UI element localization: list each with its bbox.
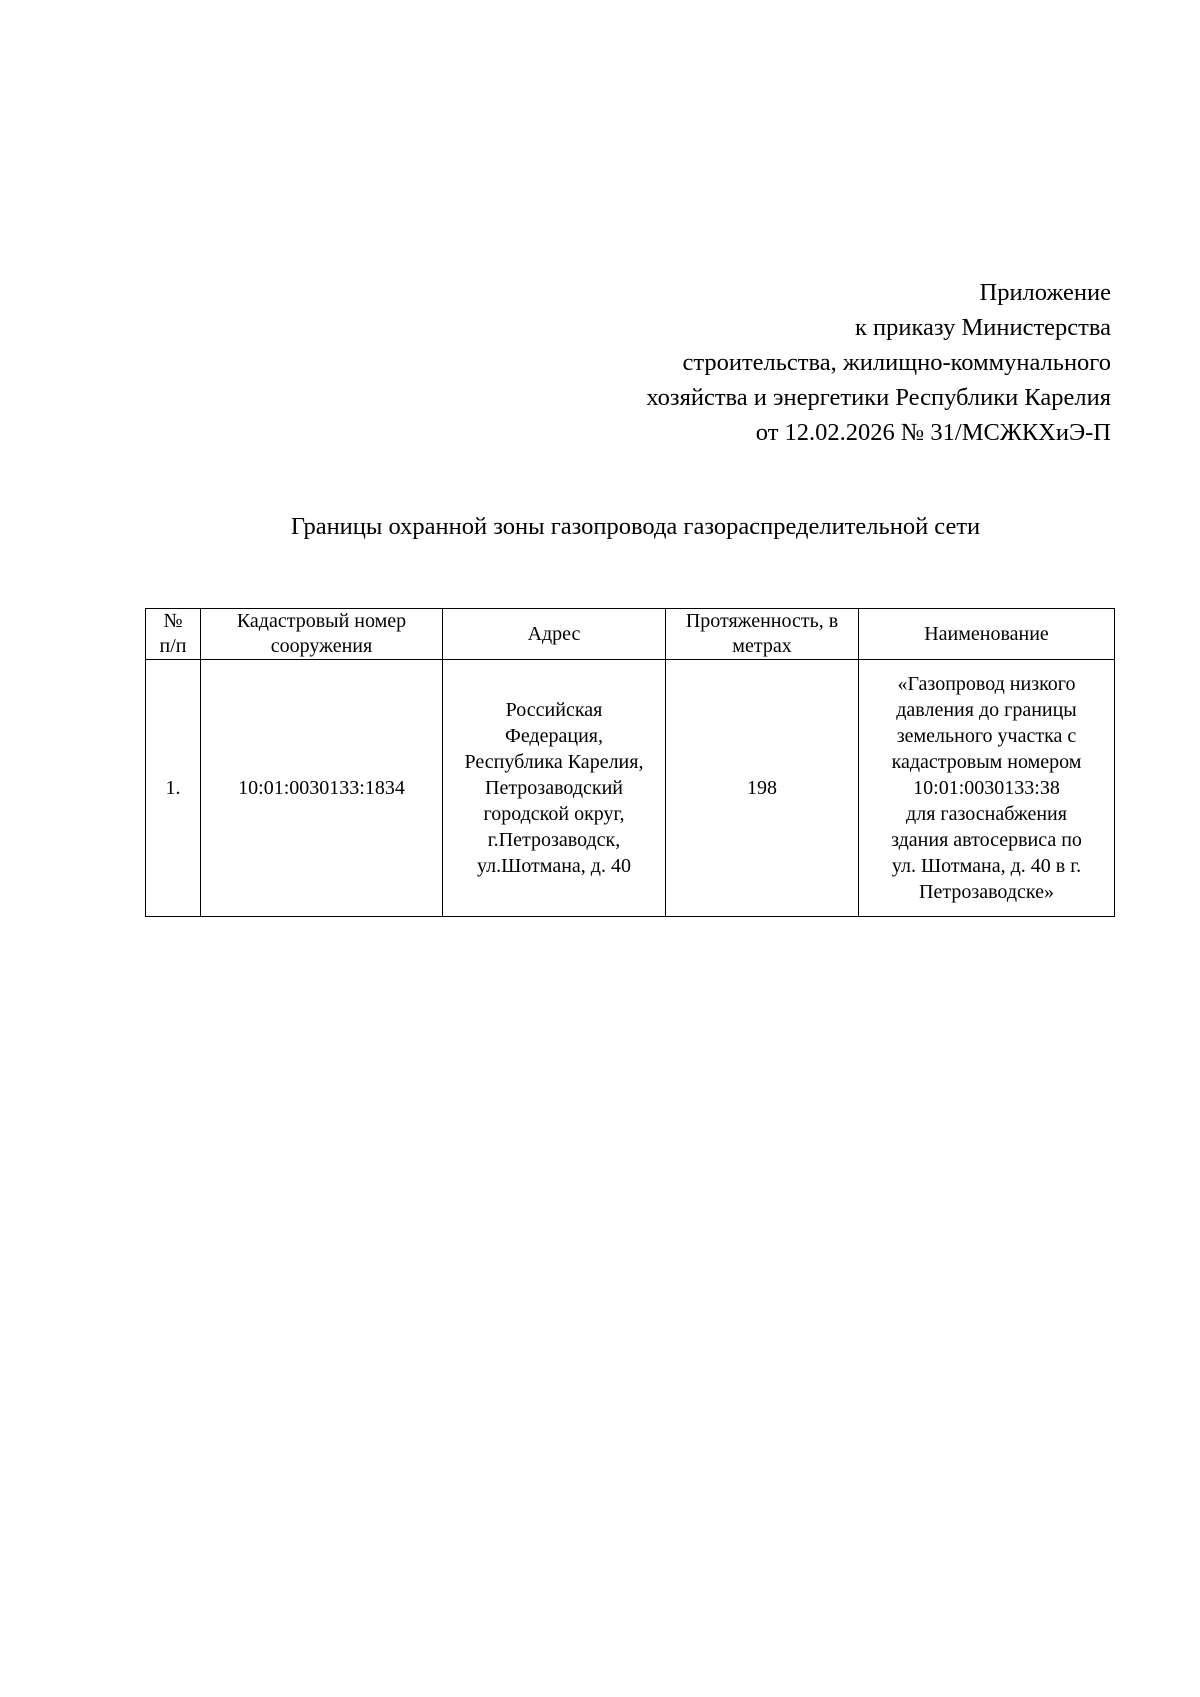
header-line: п/п	[159, 635, 187, 657]
header-line: сооружения	[270, 635, 373, 657]
document-title: Границы охранной зоны газопровода газораспределительной сети	[290, 513, 981, 540]
appendix-line: от 12.02.2026 № 31/МСЖКХиЭ-П	[755, 419, 1111, 446]
name-line: давления до границы	[896, 699, 1077, 721]
name-line: ул. Шотмана, д. 40 в г.	[891, 855, 1082, 877]
name-line: здания автосервиса по	[891, 829, 1082, 851]
cell-cadastral-number: 10:01:0030133:1834	[201, 660, 443, 917]
header-line: Адрес	[527, 622, 581, 645]
header-line: Кадастровый номер	[236, 610, 407, 632]
cell-address	[443, 660, 666, 917]
table-header-row	[146, 609, 1115, 660]
header-line: метрах	[732, 635, 792, 657]
name-line: кадастровым номером	[891, 751, 1082, 773]
name-line: земельного участка с	[896, 725, 1077, 747]
name-line: Петрозаводске»	[919, 881, 1054, 903]
address-line: Российская	[505, 699, 603, 721]
header-name	[859, 609, 1115, 660]
header-line: Протяженность, в	[685, 610, 839, 632]
appendix-line: Приложение	[979, 279, 1111, 306]
header-cadastral-number	[201, 609, 443, 660]
name-line: «Газопровод низкого	[897, 673, 1076, 695]
cell-name	[859, 660, 1115, 917]
appendix-line: к приказу Министерства	[855, 314, 1111, 341]
name-line: 10:01:0030133:38	[913, 777, 1060, 799]
address-line: ул.Шотмана, д. 40	[477, 855, 631, 877]
header-line: Наименование	[924, 622, 1049, 645]
cell-length: 198	[666, 660, 859, 917]
header-line: №	[163, 610, 183, 632]
appendix-line: хозяйства и энергетики Республики Карелия	[646, 384, 1111, 411]
appendix-block	[411, 275, 1111, 450]
address-line: Республика Карелия,	[464, 751, 644, 773]
header-length	[666, 609, 859, 660]
header-address	[443, 609, 666, 660]
address-line: Федерация,	[505, 725, 603, 747]
protection-zone-table	[145, 608, 1115, 917]
table-row	[146, 660, 1115, 917]
cell-number: 1.	[146, 660, 201, 917]
address-line: г.Петрозаводск,	[487, 829, 621, 851]
address-line: Петрозаводский	[485, 777, 623, 799]
name-line: для газоснабжения	[906, 803, 1067, 825]
header-number	[146, 609, 201, 660]
address-line: городской округ,	[483, 803, 625, 825]
appendix-line: строительства, жилищно-коммунального	[682, 349, 1111, 376]
